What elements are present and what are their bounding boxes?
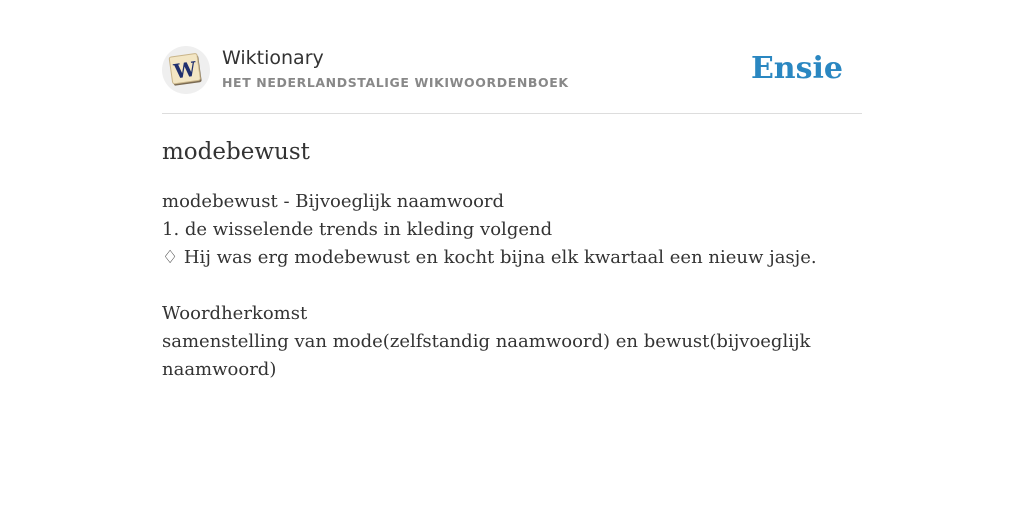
logo-letter: W [172,56,198,84]
part-of-speech-line: modebewust - Bijvoeglijk naamwoord [162,191,505,212]
header-divider [162,113,862,114]
spacer [162,272,822,300]
brand-title[interactable]: Wiktionary [222,47,324,69]
logo-tile-graphic [166,50,206,90]
site-header [162,46,862,96]
example-line: ♢ Hij was erg modebewust en kocht bijna elk kwartaal een nieuw jasje. [162,247,817,268]
etymology-heading: Woordherkomst [162,303,308,324]
definition-line: 1. de wisselende trends in kleding volgend [162,219,553,240]
brand-subtitle: HET NEDERLANDSTALIGE WIKIWOORDENBOEK [222,75,569,90]
entry-title: modebewust [162,139,310,165]
etymology-text: samenstelling van mode(zelfstandig naamwoord) en bewust(bijvoeglijk naamwoord) [162,331,811,380]
ensie-link[interactable]: Ensie [750,51,843,86]
entry-content [162,136,822,384]
wiktionary-logo-icon[interactable] [162,46,210,94]
